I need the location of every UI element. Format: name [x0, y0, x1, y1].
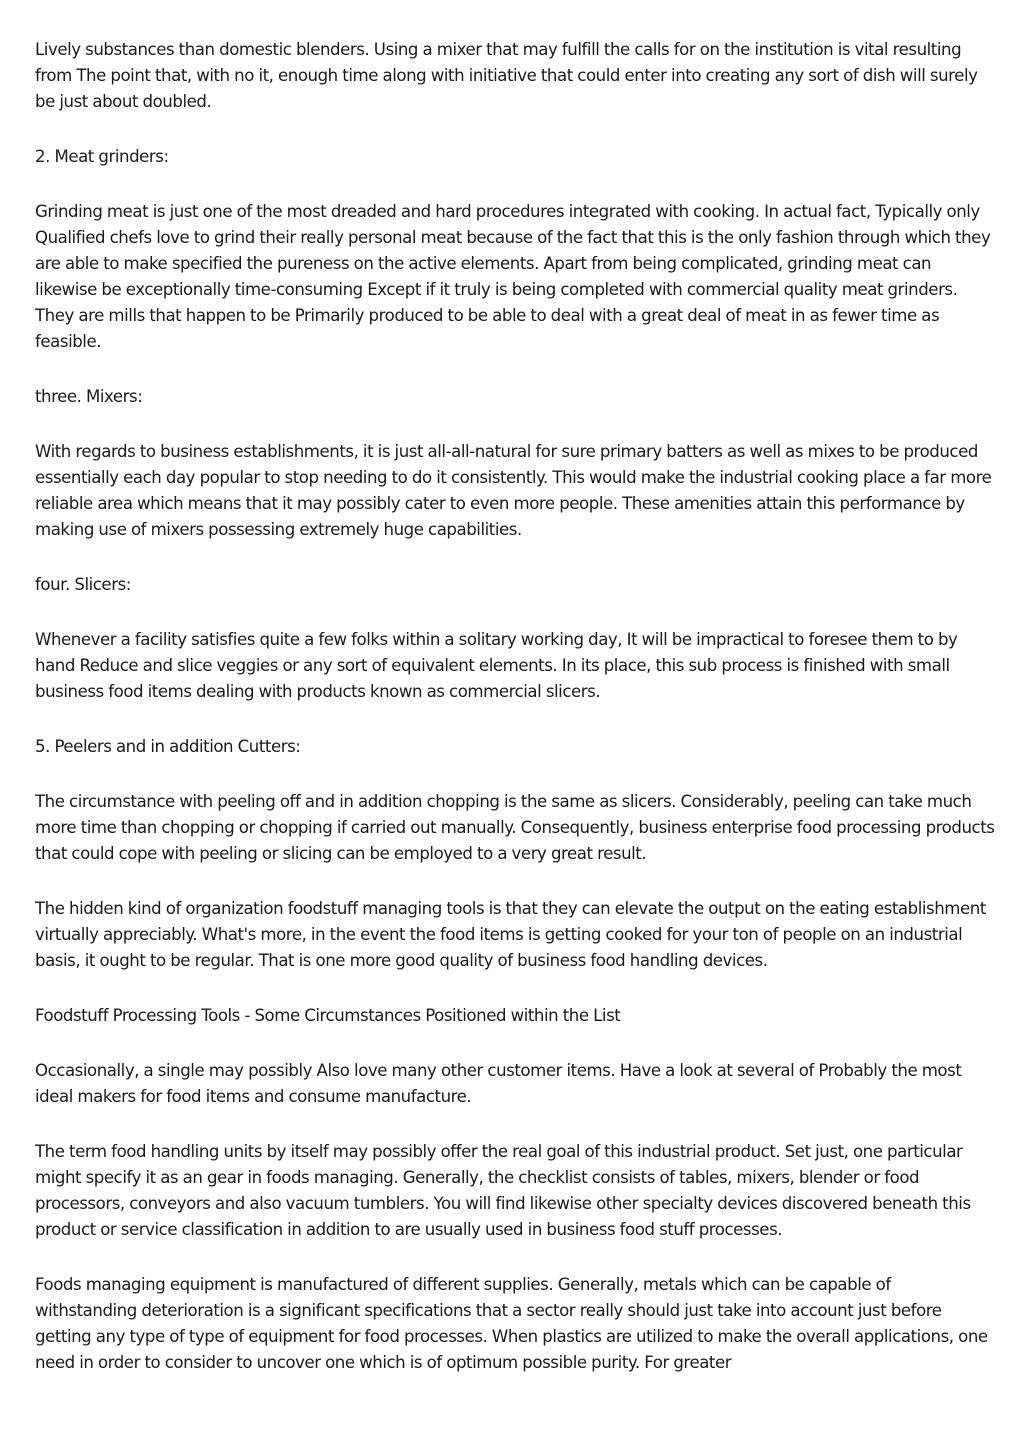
heading-processing-tools: Foodstuff Processing Tools - Some Circumstances Positioned within the List	[35, 1006, 621, 1025]
paragraph-food-handling-units: The term food handling units by itself may possibly offer the real goal of this industrial product. Set just, one particular might specify it as an gear in foods managing. Generally, the checklist consists of tables, mixers, blender or food processors, conveyors and also vacuum tumblers. You will find likewise other specialty devices discovered beneath this product or service classification in addition to are usually used in business food stuff processes.	[35, 1142, 971, 1239]
paragraph-meat-grinders: Grinding meat is just one of the most dreaded and hard procedures integrated with cooking. In actual fact, Typically only Qualified chefs love to grind their really personal meat because of the fact that this is the only fashion through which they are able to make specified the pureness on the active elements. Apart from being complicated, grinding meat can likewise be exceptionally time-consuming Except if it truly is being completed with commercial quality meat grinders. They are mills that happen to be Primarily produced to be able to deal with a great deal of meat in as fewer time as feasible.	[35, 202, 991, 351]
heading-mixers: three. Mixers:	[35, 387, 143, 406]
paragraph-hidden-kind: The hidden kind of organization foodstuff managing tools is that they can elevate the output on the eating establishment virtually appreciably. What's more, in the event the food items is getting cooked for your ton of people on an industrial basis, it ought to be regular. That is one more good quality of business food handling devices.	[35, 899, 986, 970]
paragraph-occasionally: Occasionally, a single may possibly Also love many other customer items. Have a look at several of Probably the most ideal makers for food items and consume manufacture.	[35, 1061, 962, 1106]
heading-meat-grinders: 2. Meat grinders:	[35, 147, 169, 166]
paragraph-mixers: With regards to business establishments, it is just all-all-natural for sure primary batters as well as mixes to be produced essentially each day popular to stop needing to do it consistently. This would make the industrial cooking place a far more reliable area which means that it may possibly cater to even more people. These amenities attain this performance by making use of mixers possessing extremely huge capabilities.	[35, 442, 992, 539]
paragraph-blender-intro: Lively substances than domestic blenders. Using a mixer that may fulfill the calls for on the institution is vital resulting from The point that, with no it, enough time along with initiative that could enter into creating any sort of dish will surely be just about doubled.	[35, 40, 978, 111]
paragraph-equipment-materials: Foods managing equipment is manufactured of different supplies. Generally, metals which can be capable of withstanding deterioration is a significant specifications that a sector really should just take into account just before getting any type of type of equipment for food processes. When plastics are utilized to make the overall applications, one need in order to consider to uncover one which is of optimum possible purity. For greater	[35, 1275, 988, 1372]
heading-peelers-cutters: 5. Peelers and in addition Cutters:	[35, 737, 301, 756]
document-body	[35, 37, 995, 1405]
heading-slicers: four. Slicers:	[35, 575, 131, 594]
paragraph-slicers: Whenever a facility satisfies quite a few folks within a solitary working day, It will be impractical to foresee them to by hand Reduce and slice veggies or any sort of equivalent elements. In its place, this sub process is finished with small business food items dealing with products known as commercial slicers.	[35, 630, 958, 701]
paragraph-peelers-cutters: The circumstance with peeling off and in addition chopping is the same as slicers. Considerably, peeling can take much more time than chopping or chopping if carried out manually. Consequently, business enterprise food processing products that could cope with peeling or slicing can be employed to a very great result.	[35, 792, 995, 863]
